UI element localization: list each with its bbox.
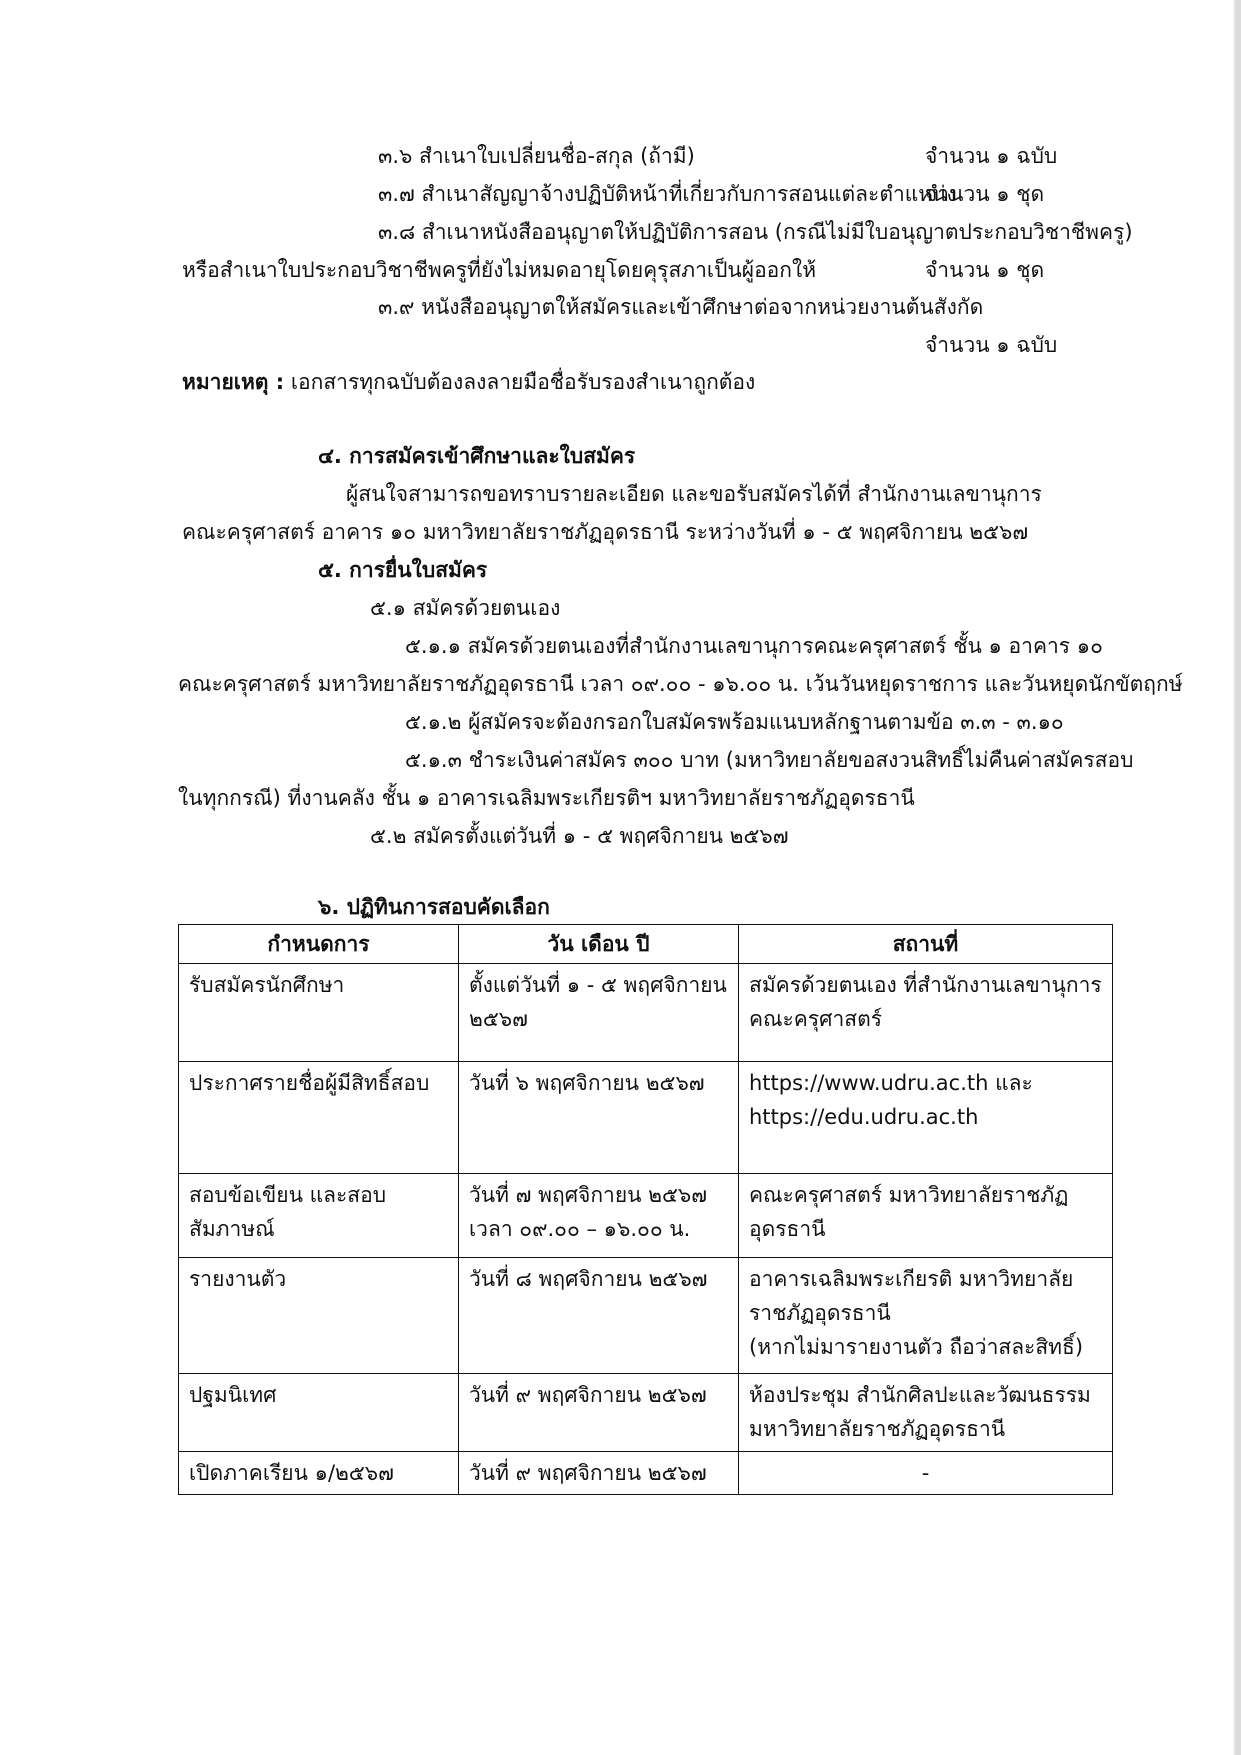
row-date: วันที่ ๙ พฤศจิกายน ๒๕๖๗: [459, 1374, 739, 1452]
row-place: ห้องประชุม สำนักศิลปะและวัฒนธรรม มหาวิทยาลัยราชภัฏอุดรธานี: [739, 1374, 1113, 1452]
table-row: [179, 1062, 1113, 1174]
row-date: วันที่ ๘ พฤศจิกายน ๒๕๖๗: [459, 1258, 739, 1374]
exam-schedule-table: [178, 924, 1113, 1495]
doc-3-7-qty: จำนวน ๑ ชุด: [925, 182, 1045, 206]
row-place: สมัครด้วยตนเอง ที่สำนักงานเลขานุการ คณะครุศาสตร์: [739, 964, 1113, 1062]
scan-edge-shade: [1233, 0, 1235, 1755]
doc-3-6-text: ๓.๖ สำเนาใบเปลี่ยนชื่อ-สกุล (ถ้ามี): [378, 144, 695, 168]
section-5-heading: ๕. การยื่นใบสมัคร: [318, 558, 488, 582]
row-date: วันที่ ๖ พฤศจิกายน ๒๕๖๗: [459, 1062, 739, 1174]
section-5-1-2: ๕.๑.๒ ผู้สมัครจะต้องกรอกใบสมัครพร้อมแนบหลักฐานตามข้อ ๓.๓ - ๓.๑๐: [405, 710, 1064, 734]
doc-3-9-text: ๓.๙ หนังสืออนุญาตให้สมัครและเข้าศึกษาต่อจากหน่วยงานต้นสังกัด: [378, 295, 984, 319]
col-header-date: วัน เดือน ปี: [459, 925, 739, 964]
note: [182, 368, 755, 396]
section-5-1-3-line1: ๕.๑.๓ ชำระเงินค่าสมัคร ๓๐๐ บาท (มหาวิทยาลัยขอสงวนสิทธิ์ไม่คืนค่าสมัครสอบ: [405, 748, 1134, 772]
doc-3-9-qty: จำนวน ๑ ฉบับ: [925, 333, 1058, 357]
doc-3-8-text: ๓.๘ สำเนาหนังสืออนุญาตให้ปฏิบัติการสอน (กรณีไม่มีใบอนุญาตประกอบวิชาชีพครู): [378, 220, 1133, 244]
row-date: วันที่ ๙ พฤศจิกายน ๒๕๖๗: [459, 1452, 739, 1495]
section-5-2: ๕.๒ สมัครตั้งแต่วันที่ ๑ - ๕ พฤศจิกายน ๒๕๖๗: [370, 824, 789, 848]
col-header-place: สถานที่: [739, 925, 1113, 964]
table-row: [179, 1374, 1113, 1452]
section-6-heading: ๖. ปฏิทินการสอบคัดเลือก: [318, 895, 550, 919]
section-4-heading: ๔. การสมัครเข้าศึกษาและใบสมัคร: [318, 444, 636, 468]
scan-edge: [1235, 0, 1241, 1755]
doc-3-7-text: ๓.๗ สำเนาสัญญาจ้างปฏิบัติหน้าที่เกี่ยวกับการสอนแต่ละตำแหน่ง: [378, 182, 957, 206]
row-event: สอบข้อเขียน และสอบ สัมภาษณ์: [179, 1174, 459, 1258]
table-row: [179, 1174, 1113, 1258]
row-event: รายงานตัว: [179, 1258, 459, 1374]
doc-3-8-text-cont: หรือสำเนาใบประกอบวิชาชีพครูที่ยังไม่หมดอายุโดยคุรุสภาเป็นผู้ออกให้: [182, 258, 817, 282]
section-4-line1: ผู้สนใจสามารถขอทราบรายละเอียด และขอรับสมัครได้ที่ สำนักงานเลขานุการ: [346, 482, 1042, 506]
table-header-row: [179, 925, 1113, 964]
row-place: คณะครุศาสตร์ มหาวิทยาลัยราชภัฏ อุดรธานี: [739, 1174, 1113, 1258]
table-row: [179, 1258, 1113, 1374]
col-header-event: กำหนดการ: [179, 925, 459, 964]
row-place: อาคารเฉลิมพระเกียรติ มหาวิทยาลัย ราชภัฏอุดรธานี (หากไม่มารายงานตัว ถือว่าสละสิทธิ์): [739, 1258, 1113, 1374]
note-label: หมายเหตุ :: [182, 370, 285, 394]
row-place: -: [739, 1452, 1113, 1495]
row-event: ประกาศรายชื่อผู้มีสิทธิ์สอบ: [179, 1062, 459, 1174]
note-text: เอกสารทุกฉบับต้องลงลายมือชื่อรับรองสำเนาถูกต้อง: [290, 370, 756, 394]
section-5-1-3-line2: ในทุกกรณี) ที่งานคลัง ชั้น ๑ อาคารเฉลิมพระเกียรติฯ มหาวิทยาลัยราชภัฏอุดรธานี: [178, 786, 915, 810]
row-place: https://www.udru.ac.th และ https://edu.udru.ac.th: [739, 1062, 1113, 1174]
table-row: [179, 964, 1113, 1062]
row-event: รับสมัครนักศึกษา: [179, 964, 459, 1062]
row-event: เปิดภาคเรียน ๑/๒๕๖๗: [179, 1452, 459, 1495]
section-5-1-1-line1: ๕.๑.๑ สมัครด้วยตนเองที่สำนักงานเลขานุการคณะครุศาสตร์ ชั้น ๑ อาคาร ๑๐: [405, 634, 1103, 658]
doc-3-8-qty: จำนวน ๑ ชุด: [925, 258, 1045, 282]
table-row: [179, 1452, 1113, 1495]
row-date: วันที่ ๗ พฤศจิกายน ๒๕๖๗ เวลา ๐๙.๐๐ – ๑๖.๐๐ น.: [459, 1174, 739, 1258]
row-date: ตั้งแต่วันที่ ๑ - ๕ พฤศจิกายน ๒๕๖๗: [459, 964, 739, 1062]
section-4-line2: คณะครุศาสตร์ อาคาร ๑๐ มหาวิทยาลัยราชภัฏอุดรธานี ระหว่างวันที่ ๑ - ๕ พฤศจิกายน ๒๕๖๗: [182, 520, 1029, 544]
section-5-1-1-line2: คณะครุศาสตร์ มหาวิทยาลัยราชภัฏอุดรธานี เวลา ๐๙.๐๐ - ๑๖.๐๐ น. เว้นวันหยุดราชการ และวันหยุดนักขัตฤกษ์: [178, 672, 1183, 696]
section-5-1: ๕.๑ สมัครด้วยตนเอง: [370, 596, 561, 620]
doc-3-6-qty: จำนวน ๑ ฉบับ: [925, 144, 1058, 168]
row-event: ปฐมนิเทศ: [179, 1374, 459, 1452]
